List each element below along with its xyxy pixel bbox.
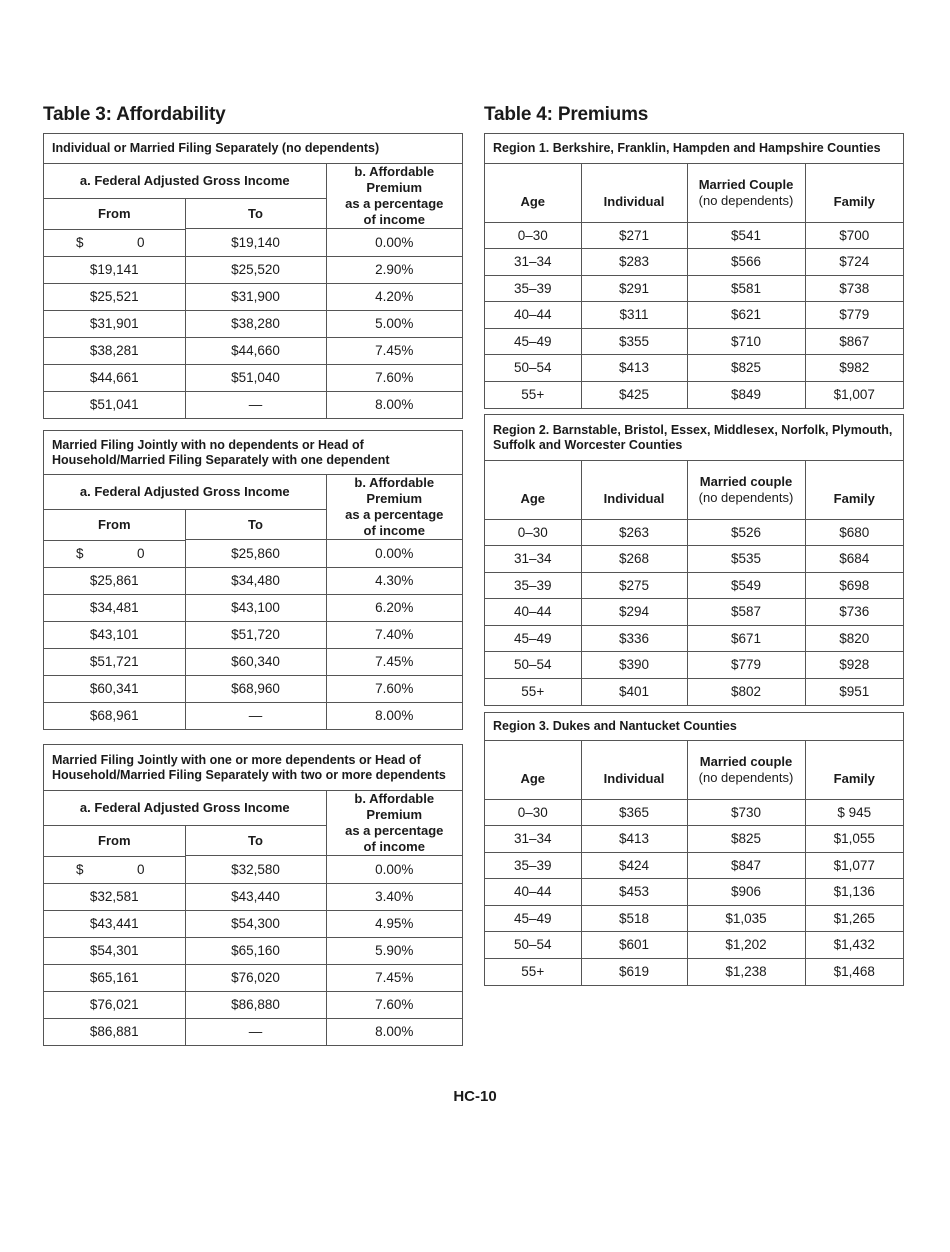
to-header: To <box>185 198 326 228</box>
table-row <box>485 249 903 276</box>
individual-premium-cell: $413 <box>581 355 687 382</box>
individual-premium-cell: $263 <box>581 519 687 546</box>
married-premium-cell: $1,035 <box>687 905 805 932</box>
table-row <box>44 256 462 283</box>
section-title: Married Filing Jointly with one or more dependents or Head of Household/Married Filing Separately with two or more dependents <box>44 745 462 791</box>
income-to-cell: $43,100 <box>185 594 326 621</box>
family-premium-cell: $867 <box>805 328 903 355</box>
premium-percent-cell: 7.60% <box>326 991 462 1018</box>
family-premium-cell: $820 <box>805 625 903 652</box>
table-row <box>44 991 462 1018</box>
table-row <box>485 958 903 985</box>
income-to-cell: $25,520 <box>185 256 326 283</box>
table4-heading: Table 4: Premiums <box>484 104 649 125</box>
table-row <box>485 905 903 932</box>
premium-percent-cell: 8.00% <box>326 702 462 729</box>
income-from-cell: $34,481 <box>44 594 185 621</box>
section-title: Individual or Married Filing Separately (no dependents) <box>44 134 462 164</box>
premium-percent-cell: 7.45% <box>326 337 462 364</box>
income-to-cell: $43,440 <box>185 883 326 910</box>
income-from-cell: $ 0 <box>44 540 185 567</box>
income-header: a. Federal Adjusted Gross Income <box>79 484 290 500</box>
income-from-cell: $19,141 <box>44 256 185 283</box>
table-row <box>44 540 462 568</box>
income-to-cell: $54,300 <box>185 910 326 937</box>
family-premium-cell: $951 <box>805 678 903 705</box>
premium-grid <box>485 164 903 408</box>
table-row <box>44 594 462 621</box>
table-row <box>485 572 903 599</box>
table-row <box>485 222 903 249</box>
income-from-cell: $25,521 <box>44 283 185 310</box>
married-premium-cell: $621 <box>687 302 805 329</box>
premium-header: b. Affordable Premium as a percentage of income <box>326 791 462 856</box>
income-to-cell: $19,140 <box>185 229 326 257</box>
region-title: Region 1. Berkshire, Franklin, Hampden and Hampshire Counties <box>485 134 903 164</box>
individual-premium-cell: $401 <box>581 678 687 705</box>
table-row <box>485 328 903 355</box>
family-premium-cell: $1,468 <box>805 958 903 985</box>
income-from-cell: $ 0 <box>44 856 185 883</box>
married-premium-cell: $710 <box>687 328 805 355</box>
income-to-cell: $76,020 <box>185 964 326 991</box>
from-header: From <box>44 509 185 539</box>
income-to-cell: $51,720 <box>185 621 326 648</box>
affordability-table-individual <box>43 133 463 419</box>
individual-premium-cell: $424 <box>581 852 687 879</box>
premium-percent-cell: 0.00% <box>326 540 462 568</box>
family-premium-cell: $1,136 <box>805 879 903 906</box>
individual-premium-cell: $275 <box>581 572 687 599</box>
age-cell: 50–54 <box>485 932 581 959</box>
income-to-cell: $60,340 <box>185 648 326 675</box>
family-premium-cell: $680 <box>805 519 903 546</box>
individual-premium-cell: $390 <box>581 652 687 679</box>
income-from-cell: $43,101 <box>44 621 185 648</box>
table-row <box>44 391 462 418</box>
table-row <box>44 621 462 648</box>
table-row <box>44 229 462 257</box>
table-row <box>485 678 903 705</box>
affordability-table-joint-dependents <box>43 744 463 1046</box>
premium-percent-cell: 5.90% <box>326 937 462 964</box>
table-row <box>44 283 462 310</box>
affordability-rows <box>44 856 462 1046</box>
table-row <box>485 302 903 329</box>
income-header: a. Federal Adjusted Gross Income <box>79 800 290 816</box>
income-from-cell: $44,661 <box>44 364 185 391</box>
married-premium-cell: $847 <box>687 852 805 879</box>
income-from-cell: $65,161 <box>44 964 185 991</box>
individual-premium-cell: $413 <box>581 826 687 853</box>
individual-premium-cell: $271 <box>581 222 687 249</box>
family-premium-cell: $698 <box>805 572 903 599</box>
premium-percent-cell: 7.60% <box>326 364 462 391</box>
table-row <box>44 567 462 594</box>
married-premium-cell: $581 <box>687 275 805 302</box>
age-cell: 55+ <box>485 958 581 985</box>
premium-percent-cell: 7.45% <box>326 964 462 991</box>
income-to-cell: $65,160 <box>185 937 326 964</box>
family-premium-cell: $ 945 <box>805 799 903 826</box>
income-to-cell: — <box>185 1018 326 1045</box>
income-to-cell: $34,480 <box>185 567 326 594</box>
family-premium-cell: $736 <box>805 599 903 626</box>
premium-percent-cell: 8.00% <box>326 391 462 418</box>
age-cell: 40–44 <box>485 302 581 329</box>
table-row <box>485 932 903 959</box>
table-row <box>44 648 462 675</box>
individual-header: Individual <box>581 461 687 519</box>
family-header: Family <box>805 741 903 799</box>
affordability-grid <box>44 475 462 729</box>
family-premium-cell: $1,432 <box>805 932 903 959</box>
individual-premium-cell: $619 <box>581 958 687 985</box>
affordability-rows <box>44 540 462 730</box>
table-row <box>485 599 903 626</box>
table-row <box>485 826 903 853</box>
income-from-cell: $ 0 <box>44 229 185 256</box>
table-row <box>485 625 903 652</box>
married-premium-cell: $1,238 <box>687 958 805 985</box>
individual-header: Individual <box>581 741 687 799</box>
age-cell: 50–54 <box>485 652 581 679</box>
premium-percent-cell: 0.00% <box>326 856 462 884</box>
married-premium-cell: $730 <box>687 799 805 826</box>
family-premium-cell: $724 <box>805 249 903 276</box>
married-premium-cell: $671 <box>687 625 805 652</box>
income-from-cell: $51,721 <box>44 648 185 675</box>
income-from-cell: $54,301 <box>44 937 185 964</box>
from-header: From <box>44 825 185 855</box>
affordability-grid <box>44 791 462 1045</box>
income-from-cell: $31,901 <box>44 310 185 337</box>
premium-percent-cell: 4.20% <box>326 283 462 310</box>
table-row <box>44 675 462 702</box>
individual-premium-cell: $268 <box>581 546 687 573</box>
table-row <box>44 310 462 337</box>
table-row <box>44 856 462 884</box>
individual-premium-cell: $601 <box>581 932 687 959</box>
premium-header: b. Affordable Premium as a percentage of income <box>326 475 462 540</box>
income-header: a. Federal Adjusted Gross Income <box>79 173 290 189</box>
table-row <box>44 910 462 937</box>
married-header: Married couple (no dependents) <box>687 741 805 799</box>
age-cell: 35–39 <box>485 572 581 599</box>
premium-grid <box>485 741 903 985</box>
individual-premium-cell: $336 <box>581 625 687 652</box>
table-row <box>44 964 462 991</box>
premium-table-region-3 <box>484 712 904 986</box>
age-cell: 31–34 <box>485 249 581 276</box>
married-header: Married Couple (no dependents) <box>687 164 805 222</box>
age-cell: 31–34 <box>485 546 581 573</box>
income-from-cell: $32,581 <box>44 883 185 910</box>
married-header: Married couple (no dependents) <box>687 461 805 519</box>
individual-header: Individual <box>581 164 687 222</box>
table3-heading: Table 3: Affordability <box>43 104 226 125</box>
married-premium-cell: $825 <box>687 826 805 853</box>
premium-table-region-1 <box>484 133 904 409</box>
married-premium-cell: $1,202 <box>687 932 805 959</box>
table-row <box>485 381 903 408</box>
table-row <box>485 546 903 573</box>
married-premium-cell: $906 <box>687 879 805 906</box>
premium-percent-cell: 7.40% <box>326 621 462 648</box>
income-to-cell: $31,900 <box>185 283 326 310</box>
section-title: Married Filing Jointly with no dependents or Head of Household/Married Filing Separately with one dependent <box>44 431 462 475</box>
income-to-cell: $38,280 <box>185 310 326 337</box>
individual-premium-cell: $425 <box>581 381 687 408</box>
married-premium-cell: $587 <box>687 599 805 626</box>
married-premium-cell: $541 <box>687 222 805 249</box>
married-premium-cell: $549 <box>687 572 805 599</box>
premium-percent-cell: 7.60% <box>326 675 462 702</box>
married-premium-cell: $779 <box>687 652 805 679</box>
age-header: Age <box>520 771 546 787</box>
to-header: To <box>185 825 326 855</box>
income-from-cell: $68,961 <box>44 702 185 729</box>
premium-percent-cell: 2.90% <box>326 256 462 283</box>
age-cell: 55+ <box>485 381 581 408</box>
premium-rows <box>485 799 903 985</box>
premium-rows <box>485 519 903 705</box>
table-row <box>44 702 462 729</box>
individual-premium-cell: $294 <box>581 599 687 626</box>
family-premium-cell: $684 <box>805 546 903 573</box>
premium-table-region-2 <box>484 414 904 706</box>
premium-percent-cell: 8.00% <box>326 1018 462 1045</box>
premium-rows <box>485 222 903 408</box>
table-row <box>485 652 903 679</box>
family-premium-cell: $738 <box>805 275 903 302</box>
individual-premium-cell: $365 <box>581 799 687 826</box>
family-header: Family <box>805 461 903 519</box>
family-premium-cell: $779 <box>805 302 903 329</box>
page-number: HC-10 <box>453 1088 497 1105</box>
premium-header: b. Affordable Premium as a percentage of income <box>326 164 462 229</box>
table-row <box>485 852 903 879</box>
family-premium-cell: $1,077 <box>805 852 903 879</box>
age-cell: 45–49 <box>485 905 581 932</box>
affordability-grid <box>44 164 462 418</box>
table-row <box>44 364 462 391</box>
age-cell: 40–44 <box>485 599 581 626</box>
income-from-cell: $43,441 <box>44 910 185 937</box>
age-cell: 55+ <box>485 678 581 705</box>
income-from-cell: $25,861 <box>44 567 185 594</box>
income-to-cell: $68,960 <box>185 675 326 702</box>
married-premium-cell: $526 <box>687 519 805 546</box>
premium-percent-cell: 3.40% <box>326 883 462 910</box>
married-premium-cell: $566 <box>687 249 805 276</box>
age-cell: 35–39 <box>485 275 581 302</box>
region-title: Region 3. Dukes and Nantucket Counties <box>485 713 903 741</box>
family-premium-cell: $700 <box>805 222 903 249</box>
age-cell: 0–30 <box>485 519 581 546</box>
income-to-cell: $86,880 <box>185 991 326 1018</box>
family-premium-cell: $1,265 <box>805 905 903 932</box>
to-header: To <box>185 509 326 539</box>
married-premium-cell: $849 <box>687 381 805 408</box>
individual-premium-cell: $355 <box>581 328 687 355</box>
from-header: From <box>44 198 185 228</box>
age-header: Age <box>520 491 546 507</box>
premium-percent-cell: 0.00% <box>326 229 462 257</box>
table-row <box>44 937 462 964</box>
income-to-cell: $25,860 <box>185 540 326 568</box>
income-from-cell: $76,021 <box>44 991 185 1018</box>
table-row <box>485 799 903 826</box>
age-cell: 0–30 <box>485 799 581 826</box>
premium-percent-cell: 4.95% <box>326 910 462 937</box>
age-cell: 31–34 <box>485 826 581 853</box>
family-premium-cell: $928 <box>805 652 903 679</box>
family-premium-cell: $1,055 <box>805 826 903 853</box>
table-row <box>44 337 462 364</box>
married-premium-cell: $535 <box>687 546 805 573</box>
table-row <box>485 355 903 382</box>
table-row <box>44 883 462 910</box>
region-title: Region 2. Barnstable, Bristol, Essex, Middlesex, Norfolk, Plymouth, Suffolk and Worcester Counties <box>485 415 903 461</box>
table-row <box>485 879 903 906</box>
family-header: Family <box>805 164 903 222</box>
income-from-cell: $51,041 <box>44 391 185 418</box>
individual-premium-cell: $311 <box>581 302 687 329</box>
income-to-cell: — <box>185 702 326 729</box>
premium-percent-cell: 6.20% <box>326 594 462 621</box>
age-cell: 45–49 <box>485 328 581 355</box>
individual-premium-cell: $518 <box>581 905 687 932</box>
age-header: Age <box>520 194 546 210</box>
married-premium-cell: $802 <box>687 678 805 705</box>
income-to-cell: $32,580 <box>185 856 326 884</box>
premium-percent-cell: 5.00% <box>326 310 462 337</box>
income-from-cell: $86,881 <box>44 1018 185 1045</box>
affordability-table-joint-no-dependents <box>43 430 463 730</box>
individual-premium-cell: $291 <box>581 275 687 302</box>
affordability-rows <box>44 229 462 419</box>
table-row <box>44 1018 462 1045</box>
family-premium-cell: $982 <box>805 355 903 382</box>
age-cell: 35–39 <box>485 852 581 879</box>
table-row <box>485 275 903 302</box>
income-to-cell: — <box>185 391 326 418</box>
individual-premium-cell: $453 <box>581 879 687 906</box>
age-cell: 50–54 <box>485 355 581 382</box>
income-from-cell: $38,281 <box>44 337 185 364</box>
income-from-cell: $60,341 <box>44 675 185 702</box>
family-premium-cell: $1,007 <box>805 381 903 408</box>
income-to-cell: $51,040 <box>185 364 326 391</box>
individual-premium-cell: $283 <box>581 249 687 276</box>
age-cell: 0–30 <box>485 222 581 249</box>
premium-percent-cell: 7.45% <box>326 648 462 675</box>
income-to-cell: $44,660 <box>185 337 326 364</box>
age-cell: 40–44 <box>485 879 581 906</box>
married-premium-cell: $825 <box>687 355 805 382</box>
age-cell: 45–49 <box>485 625 581 652</box>
table-row <box>485 519 903 546</box>
premium-percent-cell: 4.30% <box>326 567 462 594</box>
premium-grid <box>485 461 903 705</box>
